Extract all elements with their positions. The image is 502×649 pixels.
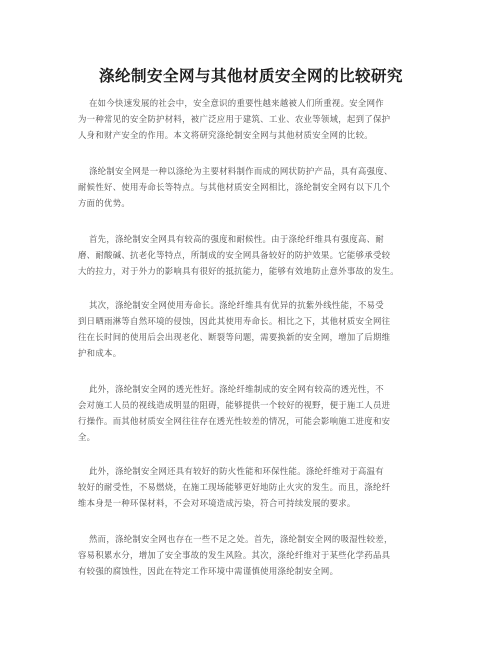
- paragraph-line: 护和成本。: [78, 348, 122, 358]
- paragraph-line: 磨、耐酸碱、抗老化等特点，所制成的安全网具备较好的防护效果。它能够承受较: [78, 250, 391, 260]
- paragraph-line: 较好的耐受性，不易燃烧，在施工现场能够更好地防止火灾的发生。而且，涤纶纤: [78, 482, 391, 492]
- paragraph-line: 然而，涤纶制安全网也存在一些不足之处。首先，涤纶制安全网的吸湿性较差，: [89, 534, 393, 544]
- paragraph-line: 此外，涤纶制安全网还具有较好的防火性能和环保性能。涤纶纤维对于高温有: [89, 466, 384, 476]
- paragraph-line: 容易积累水分，增加了安全事故的发生风险。其次，涤纶纤维对于某些化学药品具: [78, 550, 391, 560]
- document-title: 涤纶制安全网与其他材质安全网的比较研究: [98, 67, 403, 85]
- paragraph-line: 此外，涤纶制安全网的透光性好。涤纶纤维制成的安全网有较高的透光性，不: [89, 384, 384, 394]
- paragraph-line: 到日晒雨淋等自然环境的侵蚀，因此其使用寿命长。相比之下，其他材质安全网往: [78, 316, 391, 326]
- paragraph-line: 人身和财产安全的作用。本文将研究涤纶制安全网与其他材质安全网的比较。: [78, 130, 373, 140]
- paragraph-line: 会对施工人员的视线造成明显的阻碍，能够提供一个较好的视野，便于施工人员进: [78, 400, 391, 410]
- paragraph-line: 维本身是一种环保材料，不会对环境造成污染，符合可持续发展的要求。: [78, 498, 356, 508]
- paragraph-line: 涤纶制安全网是一种以涤纶为主要材料制作而成的网状防护产品，具有高强度、: [89, 166, 393, 176]
- paragraph-line: 全。: [78, 432, 96, 442]
- paragraph-line: 有较强的腐蚀性，因此在特定工作环境中需谨慎使用涤纶制安全网。: [78, 566, 339, 576]
- paragraph-line: 耐候性好、使用寿命长等特点。与其他材质安全网相比，涤纶制安全网有以下几个: [78, 182, 391, 192]
- paragraph-line: 方面的优势。: [78, 198, 131, 208]
- paragraph-line: 其次，涤纶制安全网使用寿命长。涤纶纤维具有优异的抗紫外线性能，不易受: [89, 300, 384, 310]
- paragraph-line: 往在长时间的使用后会出现老化、断裂等问题，需要换新的安全网，增加了后期维: [78, 332, 391, 342]
- paragraph-line: 为一种常见的安全防护材料，被广泛应用于建筑、工业、农业等领域，起到了保护: [78, 114, 391, 124]
- paragraph-line: 行操作。而其他材质安全网往往存在透光性较差的情况，可能会影响施工进度和安: [78, 416, 391, 426]
- paragraph-line: 在如今快速发展的社会中，安全意识的重要性越来越被人们所重视。安全网作: [89, 98, 384, 108]
- paragraph-line: 首先，涤纶制安全网具有较高的强度和耐候性。由于涤纶纤维具有强度高、耐: [89, 234, 384, 244]
- paragraph-line: 大的拉力，对于外力的影响具有很好的抵抗能力，能够有效地防止意外事故的发生。: [78, 266, 399, 276]
